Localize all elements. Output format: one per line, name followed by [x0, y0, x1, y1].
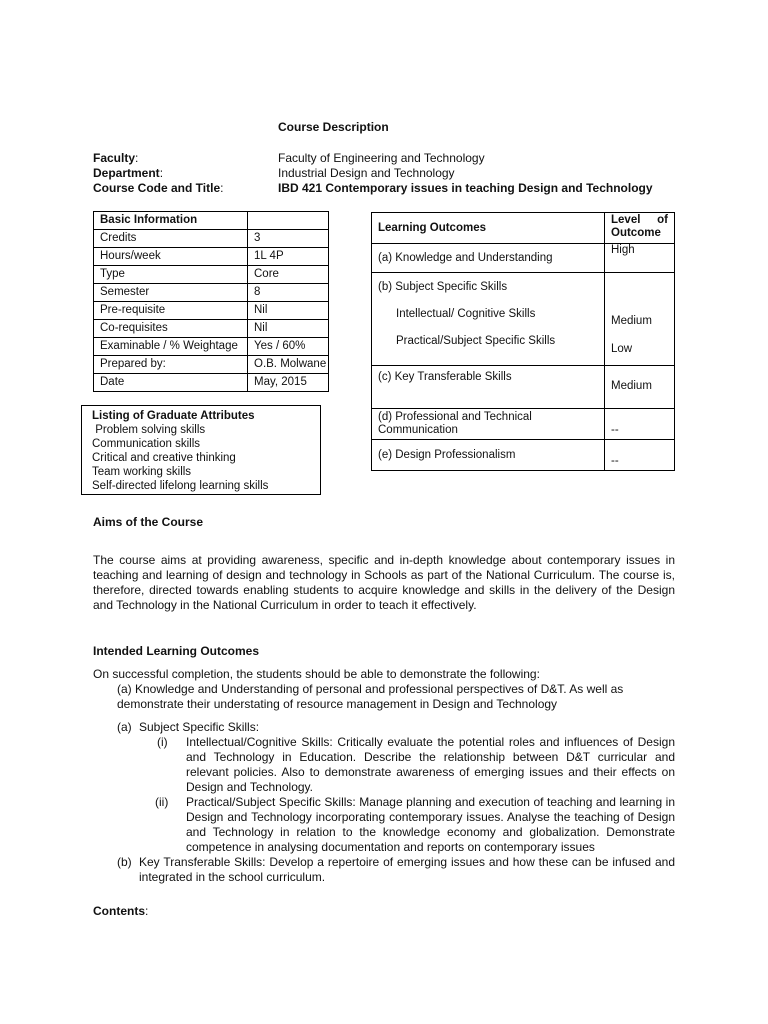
level-cell: Medium Low [605, 273, 675, 366]
list-text: Practical/Subject Specific Skills: Manage planning and execution of teaching and learning in Design and Technology incorporating contemporary issues. Analyse the teaching of Design and Technology in relation to the knowledge economy and globalization. Demonstrate competence in analysing documentation and reports on contemporary issues [186, 795, 675, 854]
level-header-cell: Level of Outcome [605, 213, 675, 244]
table-row [372, 366, 675, 409]
table-cell: Nil [248, 302, 329, 320]
list-marker: (i) [157, 735, 168, 749]
table-row [94, 248, 329, 266]
table-cell: Semester [94, 284, 248, 302]
meta-value: IBD 421 Contemporary issues in teaching Design and Technology [278, 181, 653, 195]
table-row [372, 244, 675, 273]
list-marker: (a) [117, 720, 132, 734]
table-row [94, 212, 329, 230]
list-item: Problem solving skills [92, 424, 206, 436]
list-item [117, 735, 675, 795]
meta-value: Industrial Design and Technology [278, 166, 455, 180]
table-row [94, 266, 329, 284]
table-cell: Type [94, 266, 248, 284]
meta-row-course [93, 181, 693, 196]
meta-row-faculty [93, 151, 693, 166]
table-row [94, 230, 329, 248]
table-row [94, 302, 329, 320]
table-cell: Nil [248, 320, 329, 338]
table-row [94, 284, 329, 302]
table-cell: Co-requisites [94, 320, 248, 338]
table-cell: Credits [94, 230, 248, 248]
graduate-attributes-title: Listing of Graduate Attributes [92, 410, 255, 422]
ilo-item-knowledge: (a) Knowledge and Understanding of personal and professional perspectives of D&T. As well as demonstrate their understating of resource management in Design and Technology [117, 682, 624, 711]
table-cell: Date [94, 374, 248, 392]
meta-row-department [93, 166, 693, 181]
table-cell: May, 2015 [248, 374, 329, 392]
meta-label: Course Code and Title: [93, 181, 224, 195]
meta-label: Department: [93, 166, 164, 180]
table-cell: Hours/week [94, 248, 248, 266]
learning-outcomes-table [371, 212, 675, 471]
list-marker: (b) [117, 855, 132, 869]
ilo-subject-skills [117, 720, 675, 885]
table-cell: Yes / 60% [248, 338, 329, 356]
table-cell: (a) Knowledge and Understanding [372, 244, 605, 273]
course-meta [93, 151, 693, 196]
table-row [94, 356, 329, 374]
table-cell [248, 212, 329, 230]
table-row [372, 273, 675, 366]
meta-value: Faculty of Engineering and Technology [278, 151, 485, 165]
list-item: Team working skills [92, 466, 192, 478]
table-row [372, 440, 675, 471]
aims-body: The course aims at providing awareness, specific and in-depth knowledge about contemporary issues in teaching and learning of design and technology in Schools as part of the National Curriculum. The course is, therefore, directed towards enabling students to acquire knowledge and skills in the delivery of the Design and Technology in the National Curriculum in order to teach it effectively. [93, 553, 675, 612]
level-cell: High [605, 244, 675, 273]
list-text: Intellectual/Cognitive Skills: Critically evaluate the potential roles and influences of Design and Technology in Education. Describe the relationship between D&T curricular and relevant policies. Also to demonstrate awareness of emerging issues and their effects on Design and Technology. [186, 735, 675, 794]
table-cell: (c) Key Transferable Skills [372, 366, 605, 409]
list-marker: (ii) [155, 795, 169, 809]
table-cell: O.B. Molwane [248, 356, 329, 374]
contents-heading: Contents: [93, 904, 149, 918]
table-cell: Core [248, 266, 329, 284]
table-cell: Examinable / % Weightage [94, 338, 248, 356]
list-item: Self-directed lifelong learning skills [92, 480, 269, 492]
table-header-cell: Learning Outcomes [372, 213, 605, 244]
table-cell: Prepared by: [94, 356, 248, 374]
table-row [372, 213, 675, 244]
table-cell: 3 [248, 230, 329, 248]
list-item: Communication skills [92, 438, 201, 450]
table-cell: (e) Design Professionalism [372, 440, 605, 471]
level-cell: -- [605, 409, 675, 440]
table-row [94, 374, 329, 392]
table-cell: (d) Professional and Technical Communication [372, 409, 605, 440]
table-header-cell: Basic Information [94, 212, 248, 230]
list-item [117, 855, 675, 885]
graduate-attributes-box [81, 405, 321, 495]
table-row [372, 409, 675, 440]
table-cell: 1L 4P [248, 248, 329, 266]
aims-heading: Aims of the Course [93, 515, 204, 529]
list-item [117, 720, 675, 735]
ilo-heading: Intended Learning Outcomes [93, 644, 260, 658]
level-cell: -- [605, 440, 675, 471]
list-text: Subject Specific Skills: [139, 720, 260, 734]
level-cell: Medium [605, 366, 675, 409]
table-cell: (b) Subject Specific Skills Intellectual/ Cognitive Skills Practical/Subject Specific Skills [372, 273, 605, 366]
list-text: Key Transferable Skills: Develop a repertoire of emerging issues and how these can be infused and integrated in the school curriculum. [139, 855, 675, 884]
meta-label: Faculty: [93, 151, 139, 165]
table-cell: 8 [248, 284, 329, 302]
ilo-intro: On successful completion, the students should be able to demonstrate the following: [93, 667, 540, 681]
list-item: Critical and creative thinking [92, 452, 236, 464]
page-title: Course Description [278, 120, 389, 134]
list-item [117, 795, 675, 855]
basic-information-table [93, 211, 329, 392]
table-row [94, 338, 329, 356]
table-cell: Pre-requisite [94, 302, 248, 320]
table-row [94, 320, 329, 338]
